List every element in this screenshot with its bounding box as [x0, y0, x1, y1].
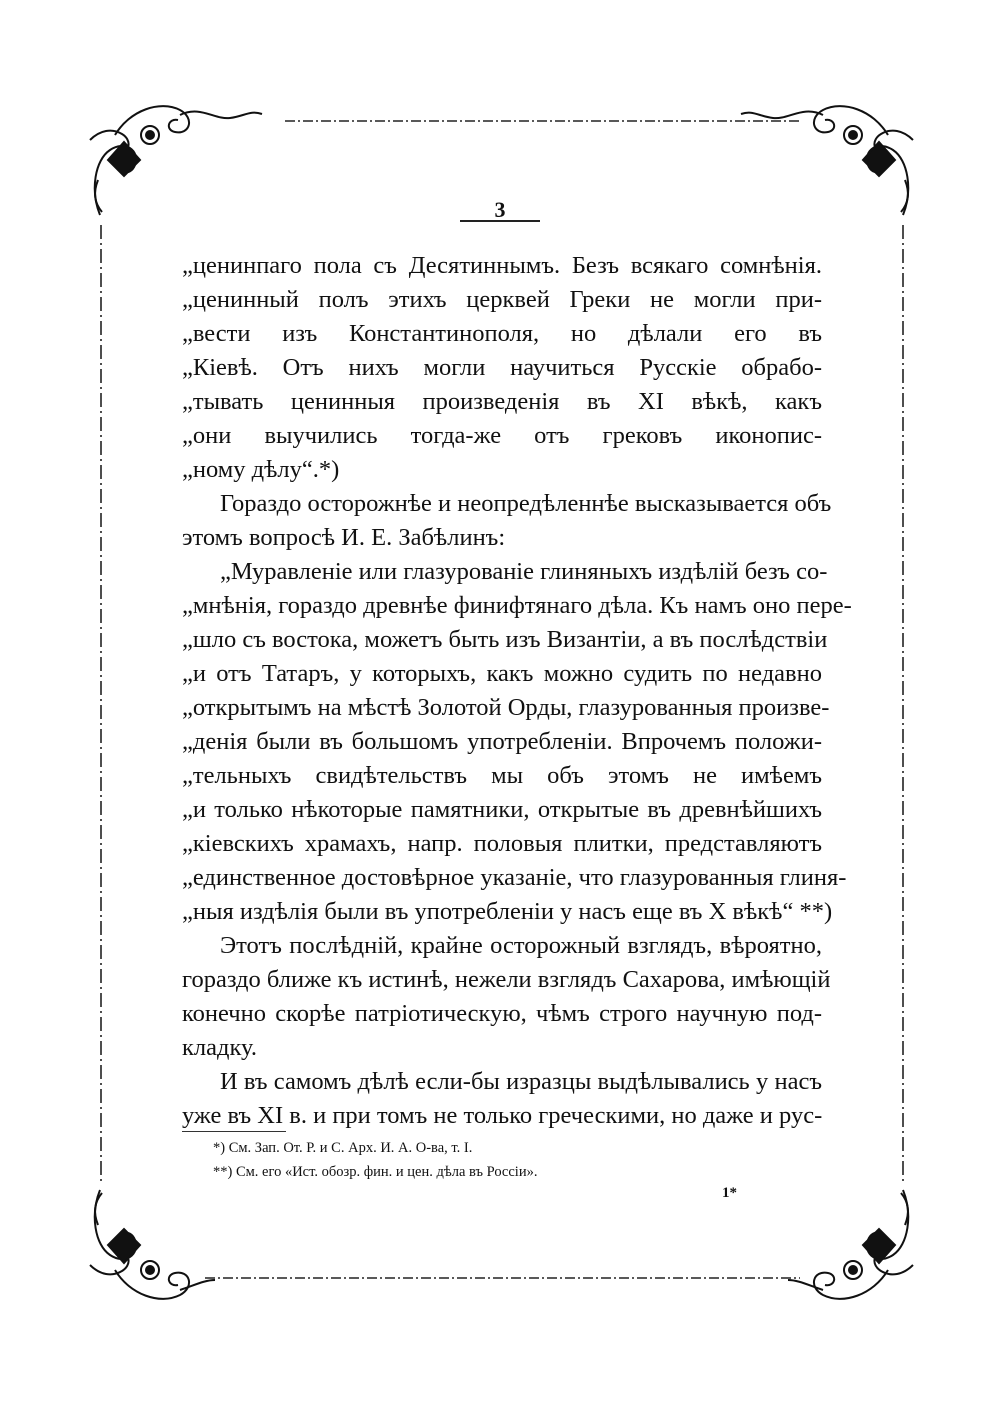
page-number: 3	[494, 197, 506, 222]
text-line: „Кіевѣ. Отъ нихъ могли научиться Русскіе обрабо-	[182, 354, 822, 381]
footnote-divider	[182, 1131, 286, 1132]
text-line: „открытымъ на мѣстѣ Золотой Орды, глазурованныя произве-	[182, 694, 830, 721]
text-line: „мнѣнія, гораздо древнѣе финифтянаго дѣла. Къ намъ оно пере-	[182, 592, 852, 619]
body-text	[182, 249, 852, 1133]
text-line: „ному дѣлу“.*)	[182, 456, 340, 483]
ornament-bottom-right-icon	[788, 1190, 913, 1299]
footnote-1: *) См. Зап. От. Р. и С. Арх. И. А. О-ва, т. I.	[213, 1140, 473, 1156]
text-line: „единственное достовѣрное указаніе, что глазурованныя глиня-	[182, 864, 847, 891]
page-number-underline	[460, 220, 540, 222]
printer-signature-mark: 1*	[722, 1185, 737, 1201]
text-line: Гораздо осторожнѣе и неопредѣленнѣе высказывается объ	[220, 490, 832, 517]
text-line: „и только нѣкоторые памятники, открытые въ древнѣйшихъ	[182, 796, 822, 823]
ornament-top-left-icon	[90, 106, 262, 215]
text-line: „шло съ востока, можетъ быть изъ Византіи, а въ послѣдствіи	[182, 626, 828, 653]
text-line: „вести изъ Константинополя, но дѣлали его въ	[182, 320, 822, 347]
text-line: гораздо ближе къ истинѣ, нежели взглядъ Сахарова, имѣющій	[182, 966, 831, 993]
text-line: И въ самомъ дѣлѣ если-бы изразцы выдѣлывались у насъ	[220, 1068, 822, 1095]
text-line: конечно скорѣе патріотическую, чѣмъ строго научную под-	[182, 1000, 822, 1027]
text-line: Этотъ послѣдній, крайне осторожный взглядъ, вѣроятно,	[220, 932, 822, 959]
text-line: этомъ вопросѣ И. Е. Забѣлинъ:	[182, 524, 506, 551]
text-line: „денія были въ большомъ употребленіи. Впрочемъ положи-	[182, 728, 822, 755]
text-line: „ценинный полъ этихъ церквей Греки не могли при-	[182, 286, 822, 313]
ornament-bottom-left-icon	[90, 1190, 215, 1299]
text-line: кладку.	[182, 1034, 257, 1061]
text-line: „тывать ценинныя произведенія въ XI вѣкѣ, какъ	[182, 388, 822, 415]
text-line: „Муравленіе или глазурованіе глиняныхъ издѣлій безъ со-	[220, 558, 828, 585]
text-line: уже въ XI в. и при томъ не только греческими, но даже и рус-	[182, 1102, 823, 1129]
ornament-top-right-icon	[741, 106, 913, 215]
footnote-2: **) См. его «Ист. обозр. фин. и цен. дѣла въ Россіи».	[213, 1164, 538, 1180]
text-line: „и отъ Татаръ, у которыхъ, какъ можно судить по недавно	[182, 660, 822, 687]
text-line: „кіевскихъ храмахъ, напр. половыя плитки, представляютъ	[182, 830, 822, 857]
text-line: „они выучились тогда-же отъ грековъ иконопис-	[182, 422, 822, 449]
text-line: „ныя издѣлія были въ употребленіи у насъ еще въ X вѣкѣ“ **)	[182, 898, 833, 925]
text-line: „тельныхъ свидѣтельствъ мы объ этомъ не имѣемъ	[182, 762, 822, 789]
text-line: „ценинпаго пола съ Десятиннымъ. Безъ всякаго сомнѣнія.	[182, 252, 822, 279]
